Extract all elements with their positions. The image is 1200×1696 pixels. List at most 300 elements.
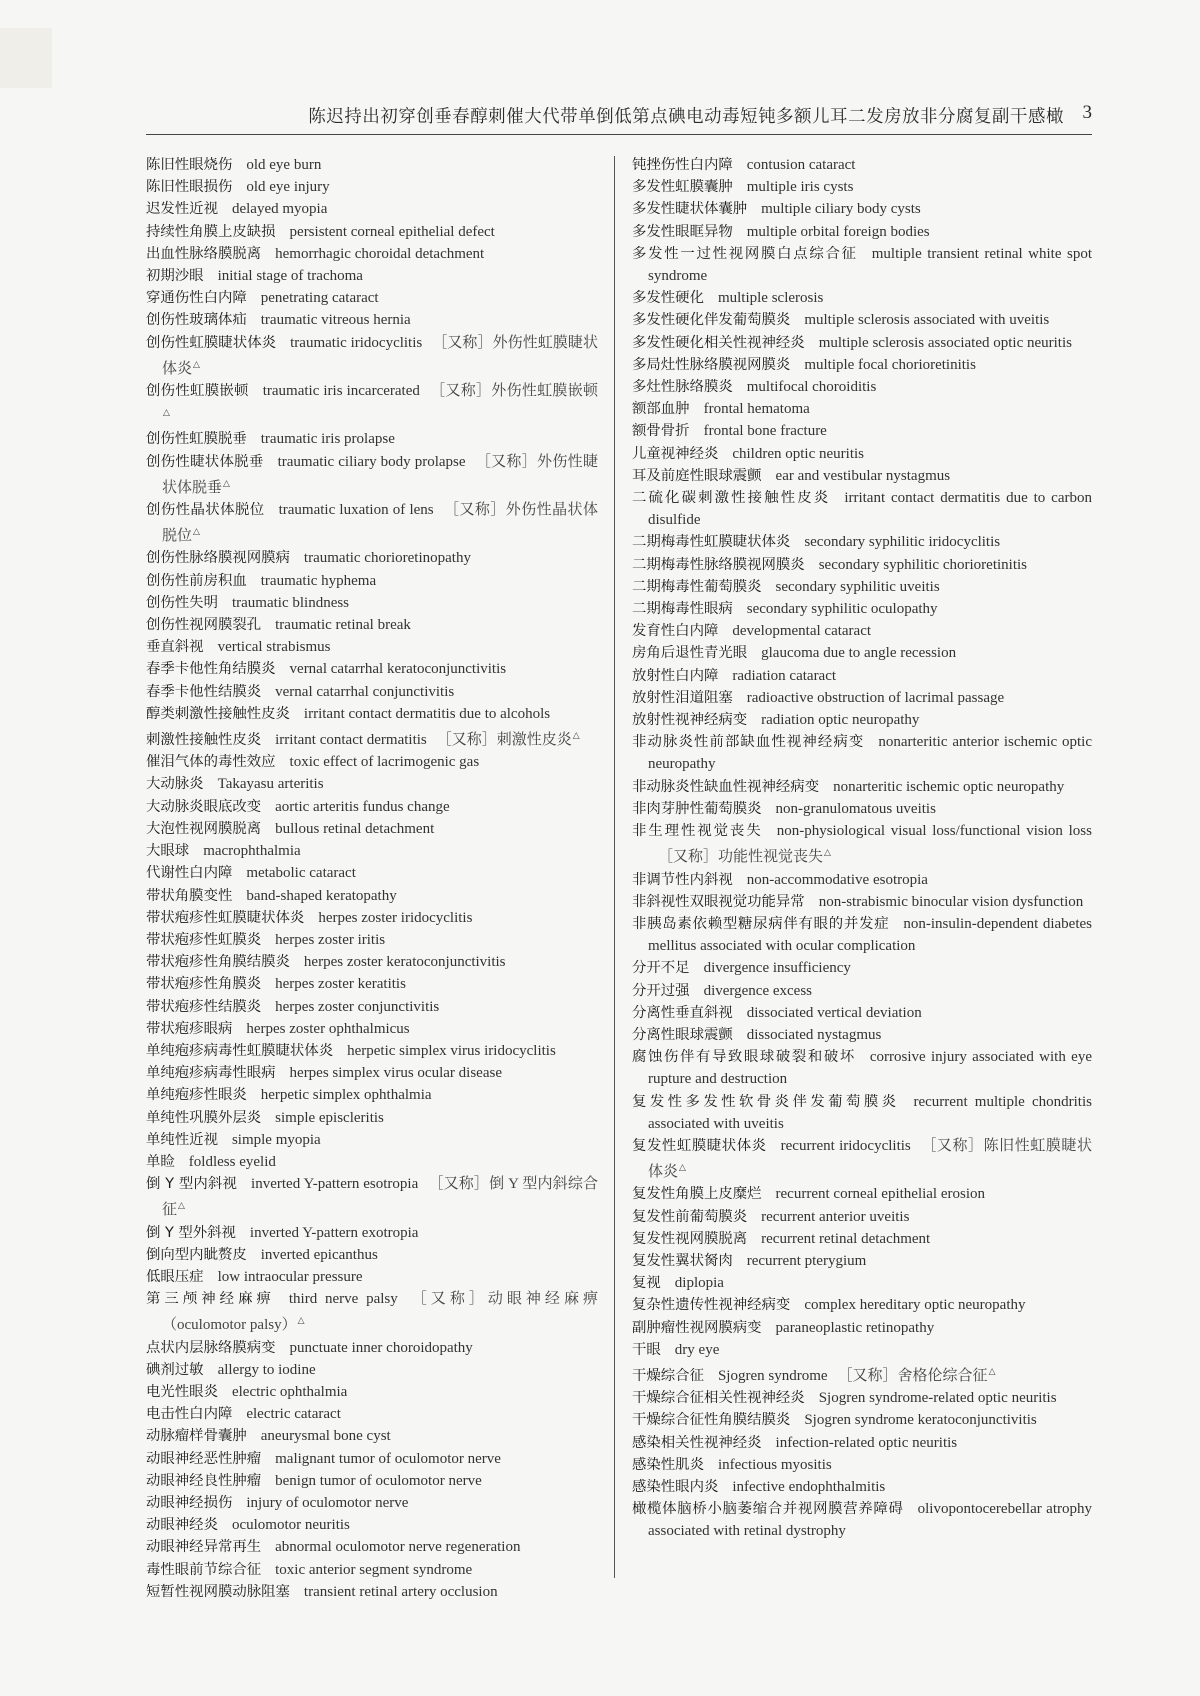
english-term: injury of oculomotor nerve: [246, 1494, 409, 1511]
english-term: Sjogren syndrome keratoconjunctivitis: [804, 1412, 1037, 1429]
chinese-term: 创伤性晶状体脱位: [146, 502, 265, 519]
english-term: divergence excess: [703, 982, 812, 999]
term-entry: [632, 176, 1092, 198]
english-term: radiation cataract: [732, 667, 837, 684]
english-term: bullous retinal detachment: [275, 820, 435, 837]
chinese-term: 带状疱疹性虹膜炎: [146, 931, 262, 948]
term-entry: [632, 1294, 1092, 1316]
chinese-term: 出血性脉络膜脱离: [146, 245, 262, 262]
alias-marker: △: [163, 408, 170, 419]
term-entry: [632, 354, 1092, 376]
chinese-term: 腐蚀伤伴有导致眼球破裂和破坏: [632, 1049, 856, 1066]
chinese-term: 电击性白内障: [146, 1406, 233, 1423]
english-term: multiple ciliary body cysts: [761, 201, 921, 218]
chinese-term: 二期梅毒性眼病: [632, 601, 733, 618]
english-term: aneurysmal bone cyst: [260, 1428, 391, 1445]
term-entry: [146, 996, 598, 1018]
term-entry: [632, 798, 1092, 820]
chinese-term: 创伤性失明: [146, 594, 218, 611]
term-entry: [146, 614, 598, 636]
chinese-term: 单纯疱疹病毒性眼病: [146, 1065, 276, 1082]
chinese-term: 发育性白内障: [632, 623, 719, 640]
english-term: aortic arteritis fundus change: [275, 798, 450, 815]
chinese-term: 大动脉炎: [146, 776, 204, 793]
chinese-term: 复发性虹膜睫状体炎: [632, 1137, 767, 1154]
english-term: recurrent iridocyclitis: [780, 1137, 911, 1154]
english-term: nonarteritic ischemic optic neuropathy: [833, 778, 1065, 795]
term-entry: [632, 243, 1092, 287]
english-term: multiple sclerosis associated optic neuritis: [818, 334, 1072, 351]
term-entry: [632, 980, 1092, 1002]
english-term: penetrating cataract: [260, 290, 379, 307]
term-entry: [146, 973, 598, 995]
english-term: toxic anterior segment syndrome: [275, 1561, 473, 1578]
english-term: herpes zoster keratitis: [275, 976, 406, 993]
chinese-term: 动眼神经损伤: [146, 1494, 233, 1511]
chinese-term: 创伤性虹膜脱垂: [146, 431, 247, 448]
english-term: vernal catarrhal keratoconjunctivitis: [289, 661, 507, 678]
term-entry: [146, 1129, 598, 1151]
term-entry: [632, 1046, 1092, 1090]
chinese-term: 放射性泪道阻塞: [632, 689, 733, 706]
chinese-term: 非斜视性双眼视觉功能异常: [632, 893, 805, 910]
alias-term: ［又称］功能性视觉丧失: [658, 849, 824, 866]
english-term: nonarteritic anterior ischemic optic neuropathy: [648, 734, 1092, 773]
chinese-term: 复发性前葡萄膜炎: [632, 1208, 748, 1225]
english-term: traumatic iris incarcerated: [262, 383, 420, 400]
english-term: low intraocular pressure: [217, 1268, 363, 1285]
term-entry: [146, 1107, 598, 1129]
english-term: recurrent anterior uveitis: [761, 1208, 910, 1225]
english-term: band-shaped keratopathy: [246, 887, 397, 904]
alias-term: ［又称］外伤性虹膜嵌顿: [429, 383, 598, 400]
english-term: secondary syphilitic oculopathy: [746, 601, 938, 618]
chinese-term: 耳及前庭性眼球震颤: [632, 467, 762, 484]
term-entry: [146, 773, 598, 795]
term-entry: [146, 428, 598, 450]
english-term: multiple focal chorioretinitis: [804, 356, 976, 373]
term-entry: [146, 1359, 598, 1381]
alias-term: ［又称］倒 Y 型内斜综合征: [162, 1176, 598, 1219]
english-term: multifocal choroiditis: [746, 379, 877, 396]
term-entry: [146, 1084, 598, 1106]
english-term: traumatic iridocyclitis: [290, 334, 423, 351]
english-term: simple episcleritis: [275, 1109, 384, 1126]
term-entry: [632, 309, 1092, 331]
term-entry: [146, 592, 598, 614]
alias-marker: △: [297, 1316, 305, 1327]
chinese-term: 多发性硬化: [632, 290, 704, 307]
term-entry: [632, 913, 1092, 957]
alias-marker: △: [988, 1366, 996, 1377]
english-term: punctuate inner choroidopathy: [289, 1339, 473, 1356]
chinese-term: 创伤性玻璃体疝: [146, 312, 247, 329]
chinese-term: 多发性硬化伴发葡萄膜炎: [632, 312, 791, 329]
term-entry: [632, 687, 1092, 709]
term-entry: [146, 547, 598, 569]
english-term: corrosive injury associated with eye rupture and destruction: [648, 1049, 1092, 1088]
english-term: toxic effect of lacrimogenic gas: [289, 754, 480, 771]
term-entry: [632, 709, 1092, 731]
english-term: dry eye: [674, 1341, 720, 1358]
chinese-term: 二期梅毒性虹膜睫状体炎: [632, 534, 791, 551]
term-entry: [632, 465, 1092, 487]
alias-marker: △: [178, 1201, 185, 1212]
term-entry: [632, 420, 1092, 442]
english-term: radiation optic neuropathy: [761, 712, 920, 729]
chinese-term: 副肿瘤性视网膜病变: [632, 1319, 762, 1336]
chinese-term: 感染性眼内炎: [632, 1478, 719, 1495]
term-entry: [146, 1581, 598, 1603]
chinese-term: 迟发性近视: [146, 201, 218, 218]
term-entry: [632, 665, 1092, 687]
term-entry: [146, 658, 598, 680]
chinese-term: 非动脉炎性前部缺血性视神经病变: [632, 734, 865, 751]
english-term: multiple sclerosis associated with uveitis: [804, 312, 1050, 329]
alias-term: ［又称］动眼神经麻痹（oculomotor palsy）: [162, 1291, 598, 1334]
chinese-term: 创伤性虹膜睫状体炎: [146, 334, 277, 351]
chinese-term: 陈旧性眼损伤: [146, 179, 233, 196]
term-entry: [146, 840, 598, 862]
chinese-term: 创伤性睫状体脱垂: [146, 453, 264, 470]
chinese-term: 分开不足: [632, 960, 690, 977]
english-term: olivopontocerebellar atrophy associated with retinal dystrophy: [648, 1501, 1092, 1540]
page-header: [146, 98, 1092, 135]
term-entry: [632, 1206, 1092, 1228]
english-term: infective endophthalmitis: [732, 1478, 886, 1495]
english-term: malignant tumor of oculomotor nerve: [275, 1450, 501, 1467]
english-term: recurrent multiple chondritis associated with uveitis: [648, 1093, 1092, 1132]
english-term: glaucoma due to angle recession: [761, 645, 957, 662]
english-term: traumatic ciliary body prolapse: [277, 453, 466, 470]
chinese-term: 电光性眼炎: [146, 1383, 218, 1400]
term-entry: [146, 287, 598, 309]
chinese-term: 点状内层脉络膜病变: [146, 1339, 276, 1356]
chinese-term: 大泡性视网膜脱离: [146, 820, 262, 837]
chinese-term: 干眼: [632, 1341, 661, 1358]
term-entry: [632, 891, 1092, 913]
english-term: dissociated nystagmus: [746, 1026, 882, 1043]
chinese-term: 带状疱疹眼病: [146, 1020, 233, 1037]
english-term: non-strabismic binocular vision dysfunction: [818, 893, 1084, 910]
english-term: third nerve palsy: [288, 1291, 398, 1308]
chinese-term: 单纯性近视: [146, 1131, 218, 1148]
term-entry: [632, 957, 1092, 979]
english-term: traumatic retinal break: [275, 617, 411, 634]
chinese-term: 非调节性内斜视: [632, 871, 733, 888]
english-term: herpes zoster ophthalmicus: [246, 1020, 410, 1037]
english-term: vertical strabismus: [217, 639, 331, 656]
chinese-term: 多发性一过性视网膜白点综合征: [632, 245, 858, 262]
english-term: traumatic luxation of lens: [278, 502, 434, 519]
chinese-term: 创伤性视网膜裂孔: [146, 617, 262, 634]
chinese-term: 创伤性脉络膜视网膜病: [146, 550, 290, 567]
term-entry: [146, 1151, 598, 1173]
chinese-term: 非胰岛素依赖型糖尿病伴有眼的并发症: [632, 915, 890, 932]
english-term: non-physiological visual loss/functional vision loss: [776, 823, 1092, 840]
chinese-term: 多发性虹膜囊肿: [632, 179, 733, 196]
english-term: herpetic simplex ophthalmia: [260, 1087, 432, 1104]
english-term: allergy to iodine: [217, 1361, 316, 1378]
term-entry: [632, 531, 1092, 553]
term-entry: [146, 1492, 598, 1514]
term-entry: [146, 451, 598, 499]
column-divider: [614, 156, 615, 1578]
chinese-term: 垂直斜视: [146, 639, 204, 656]
term-entry: [146, 796, 598, 818]
term-entry: [146, 570, 598, 592]
english-term: children optic neuritis: [732, 445, 864, 462]
alias-term: ［又称］陈旧性虹膜睫状体炎: [648, 1137, 1092, 1181]
chinese-term: 感染相关性视神经炎: [632, 1434, 762, 1451]
english-term: diplopia: [674, 1275, 724, 1292]
chinese-term: 复杂性遗传性视神经病变: [632, 1297, 791, 1314]
english-term: electric ophthalmia: [231, 1383, 348, 1400]
term-entry: [146, 1381, 598, 1403]
term-entry: [632, 1361, 1092, 1387]
english-term: secondary syphilitic iridocyclitis: [804, 534, 1001, 551]
term-entry: [632, 820, 1092, 868]
chinese-term: 钝挫伤性白内障: [632, 157, 733, 173]
english-term: simple myopia: [231, 1131, 321, 1148]
english-term: initial stage of trachoma: [217, 268, 363, 285]
english-term: secondary syphilitic uveitis: [775, 578, 940, 595]
page-number: 3: [1082, 102, 1092, 123]
alias-term: ［又称］外伤性睫状体脱垂: [162, 453, 598, 496]
term-entry: [146, 1536, 598, 1558]
scan-corner-mark: [0, 28, 52, 88]
chinese-term: 非生理性视觉丧失: [632, 823, 763, 840]
chinese-term: 代谢性白内障: [146, 865, 233, 882]
chinese-term: 二期梅毒性脉络膜视网膜炎: [632, 556, 805, 573]
english-term: traumatic hyphema: [260, 572, 377, 589]
chinese-term: 二硫化碳刺激性接触性皮炎: [632, 490, 831, 507]
term-entry: [146, 1173, 598, 1221]
term-entry: [146, 499, 598, 547]
english-term: macrophthalmia: [203, 843, 301, 860]
english-term: ear and vestibular nystagmus: [775, 467, 951, 484]
term-entry: [632, 398, 1092, 420]
term-entry: [146, 154, 598, 176]
term-entry: [146, 951, 598, 973]
english-term: non-insulin-dependent diabetes mellitus associated with ocular complication: [648, 915, 1092, 955]
chinese-term: 单睑: [146, 1153, 175, 1170]
english-term: traumatic blindness: [231, 594, 350, 611]
english-term: old eye burn: [246, 157, 322, 173]
term-entry: [146, 1222, 598, 1244]
chinese-term: 单纯性巩膜外层炎: [146, 1109, 262, 1126]
english-term: electric cataract: [246, 1406, 341, 1423]
chinese-term: 动眼神经炎: [146, 1517, 218, 1534]
chinese-term: 刺激性接触性皮炎: [146, 732, 262, 749]
english-term: metabolic cataract: [246, 865, 356, 882]
chinese-term: 大眼球: [146, 843, 190, 860]
english-term: oculomotor neuritis: [231, 1517, 350, 1534]
term-entry: [146, 1266, 598, 1288]
alias-term: ［又称］刺激性皮炎: [436, 732, 572, 749]
chinese-term: 分离性眼球震颤: [632, 1026, 733, 1043]
term-entry: [632, 332, 1092, 354]
term-entry: [146, 751, 598, 773]
alias-marker: △: [223, 478, 230, 489]
chinese-term: 房角后退性青光眼: [632, 645, 748, 662]
chinese-term: 二期梅毒性葡萄膜炎: [632, 578, 762, 595]
english-term: abnormal oculomotor nerve regeneration: [275, 1539, 521, 1556]
english-term: recurrent pterygium: [746, 1252, 867, 1269]
english-term: irritant contact dermatitis: [275, 732, 427, 749]
chinese-term: 分离性垂直斜视: [632, 1004, 733, 1021]
term-entry: [146, 198, 598, 220]
term-entry: [632, 776, 1092, 798]
english-term: inverted Y-pattern esotropia: [251, 1176, 419, 1193]
term-entry: [146, 1337, 598, 1359]
term-entry: [632, 198, 1092, 220]
english-term: non-accommodative esotropia: [746, 871, 928, 888]
english-term: herpes zoster conjunctivitis: [275, 998, 440, 1015]
term-entry: [146, 243, 598, 265]
term-entry: [632, 287, 1092, 309]
english-term: dissociated vertical deviation: [746, 1004, 922, 1021]
alias-marker: △: [824, 848, 831, 859]
chinese-term: 复发性视网膜脱离: [632, 1230, 748, 1247]
chinese-term: 多发性眼眶异物: [632, 223, 733, 240]
english-term: paraneoplastic retinopathy: [775, 1319, 935, 1336]
chinese-term: 非动脉炎性缺血性视神经病变: [632, 778, 820, 795]
english-term: contusion cataract: [746, 157, 856, 173]
english-term: irritant contact dermatitis due to alcohols: [303, 705, 551, 722]
chinese-term: 非肉芽肿性葡萄膜炎: [632, 800, 762, 817]
english-term: multiple sclerosis: [717, 290, 824, 307]
term-entry: [146, 221, 598, 243]
term-entry: [632, 1228, 1092, 1250]
english-term: inverted Y-pattern exotropia: [249, 1224, 419, 1241]
term-entry: [146, 1288, 598, 1336]
term-entry: [146, 1403, 598, 1425]
english-term: herpes zoster iridocyclitis: [318, 909, 473, 926]
chinese-term: 放射性视神经病变: [632, 712, 748, 729]
english-term: delayed myopia: [231, 201, 328, 218]
term-entry: [146, 636, 598, 658]
english-term: herpes simplex virus ocular disease: [289, 1065, 502, 1082]
term-entry: [146, 1559, 598, 1581]
chinese-term: 带状疱疹性虹膜睫状体炎: [146, 909, 305, 926]
term-entry: [632, 1476, 1092, 1498]
term-entry: [632, 1002, 1092, 1024]
term-entry: [632, 1091, 1092, 1135]
english-term: Takayasu arteritis: [217, 776, 324, 793]
term-entry: [146, 681, 598, 703]
english-term: foldless eyelid: [188, 1153, 276, 1170]
chinese-term: 穿通伤性白内障: [146, 290, 247, 307]
chinese-term: 复发性翼状胬肉: [632, 1252, 733, 1269]
english-term: transient retinal artery occlusion: [303, 1583, 498, 1600]
term-entry: [146, 1514, 598, 1536]
term-entry: [146, 1425, 598, 1447]
term-entry: [632, 554, 1092, 576]
english-term: multiple iris cysts: [746, 179, 854, 196]
chinese-term: 复视: [632, 1275, 661, 1292]
right-column: [632, 154, 1092, 1543]
term-entry: [146, 265, 598, 287]
chinese-term: 倒 Y 型外斜视: [146, 1224, 236, 1241]
english-term: persistent corneal epithelial defect: [289, 223, 495, 240]
chinese-term: 毒性眼前节综合征: [146, 1561, 262, 1578]
term-entry: [146, 1062, 598, 1084]
chinese-term: 创伤性前房积血: [146, 572, 247, 589]
left-column: [146, 154, 598, 1603]
term-entry: [632, 154, 1092, 176]
chinese-term: 单纯疱疹病毒性虹膜睫状体炎: [146, 1042, 334, 1059]
english-term: complex hereditary optic neuropathy: [804, 1297, 1026, 1314]
term-entry: [632, 869, 1092, 891]
chinese-term: 动眼神经良性肿瘤: [146, 1472, 262, 1489]
term-entry: [632, 487, 1092, 531]
alias-marker: △: [572, 731, 580, 742]
english-term: herpes zoster keratoconjunctivitis: [303, 954, 506, 971]
english-term: infection-related optic neuritis: [775, 1434, 958, 1451]
chinese-term: 初期沙眼: [146, 268, 204, 285]
chinese-term: 动脉瘤样骨囊肿: [146, 1428, 247, 1445]
chinese-term: 干燥综合征相关性视神经炎: [632, 1390, 805, 1407]
chinese-term: 创伤性虹膜嵌顿: [146, 383, 249, 400]
alias-marker: △: [193, 527, 200, 538]
chinese-term: 带状疱疹性结膜炎: [146, 998, 262, 1015]
english-term: herpetic simplex virus iridocyclitis: [347, 1042, 556, 1059]
chinese-term: 干燥综合征: [632, 1367, 704, 1384]
english-term: Sjogren syndrome: [717, 1367, 828, 1384]
chinese-term: 额骨骨折: [632, 423, 690, 440]
chinese-term: 带状疱疹性角膜炎: [146, 976, 262, 993]
term-entry: [632, 598, 1092, 620]
english-term: Sjogren syndrome-related optic neuritis: [818, 1390, 1057, 1407]
term-entry: [146, 1448, 598, 1470]
term-entry: [632, 1339, 1092, 1361]
term-entry: [632, 221, 1092, 243]
chinese-term: 春季卡他性角结膜炎: [146, 661, 276, 678]
term-entry: [632, 620, 1092, 642]
english-term: multiple orbital foreign bodies: [746, 223, 930, 240]
chinese-term: 多发性睫状体囊肿: [632, 201, 748, 218]
chinese-term: 倒 Y 型内斜视: [146, 1176, 238, 1193]
term-entry: [632, 1272, 1092, 1294]
alias-marker: △: [679, 1163, 686, 1174]
term-entry: [146, 332, 598, 380]
term-entry: [632, 1432, 1092, 1454]
chinese-term: 多局灶性脉络膜视网膜炎: [632, 356, 791, 373]
term-entry: [632, 1409, 1092, 1431]
chinese-term: 感染性肌炎: [632, 1456, 704, 1473]
chinese-term: 多灶性脉络膜炎: [632, 379, 733, 396]
english-term: frontal hematoma: [703, 401, 810, 418]
chinese-term: 额部血肿: [632, 401, 690, 418]
term-entry: [632, 1183, 1092, 1205]
english-term: infectious myositis: [717, 1456, 832, 1473]
alias-term: ［又称］外伤性虹膜睫状体炎: [162, 334, 598, 377]
term-entry: [146, 907, 598, 929]
english-term: old eye injury: [246, 179, 330, 196]
chinese-term: 分开过强: [632, 982, 690, 999]
running-head-title: 陈迟持出初穿创垂春醇刺催大代带单倒低第点碘电动毒短钝多额儿耳二发房放非分腐复副干感橄: [308, 107, 1064, 127]
term-entry: [632, 1454, 1092, 1476]
chinese-term: 带状角膜变性: [146, 887, 233, 904]
chinese-term: 第三颅神经麻痹: [146, 1291, 275, 1308]
english-term: traumatic iris prolapse: [260, 431, 395, 448]
english-term: inverted epicanthus: [260, 1246, 378, 1263]
english-term: vernal catarrhal conjunctivitis: [275, 683, 455, 700]
chinese-term: 带状疱疹性角膜结膜炎: [146, 954, 290, 971]
chinese-term: 复发性多发性软骨炎伴发葡萄膜炎: [632, 1093, 900, 1110]
english-term: frontal bone fracture: [703, 423, 827, 440]
